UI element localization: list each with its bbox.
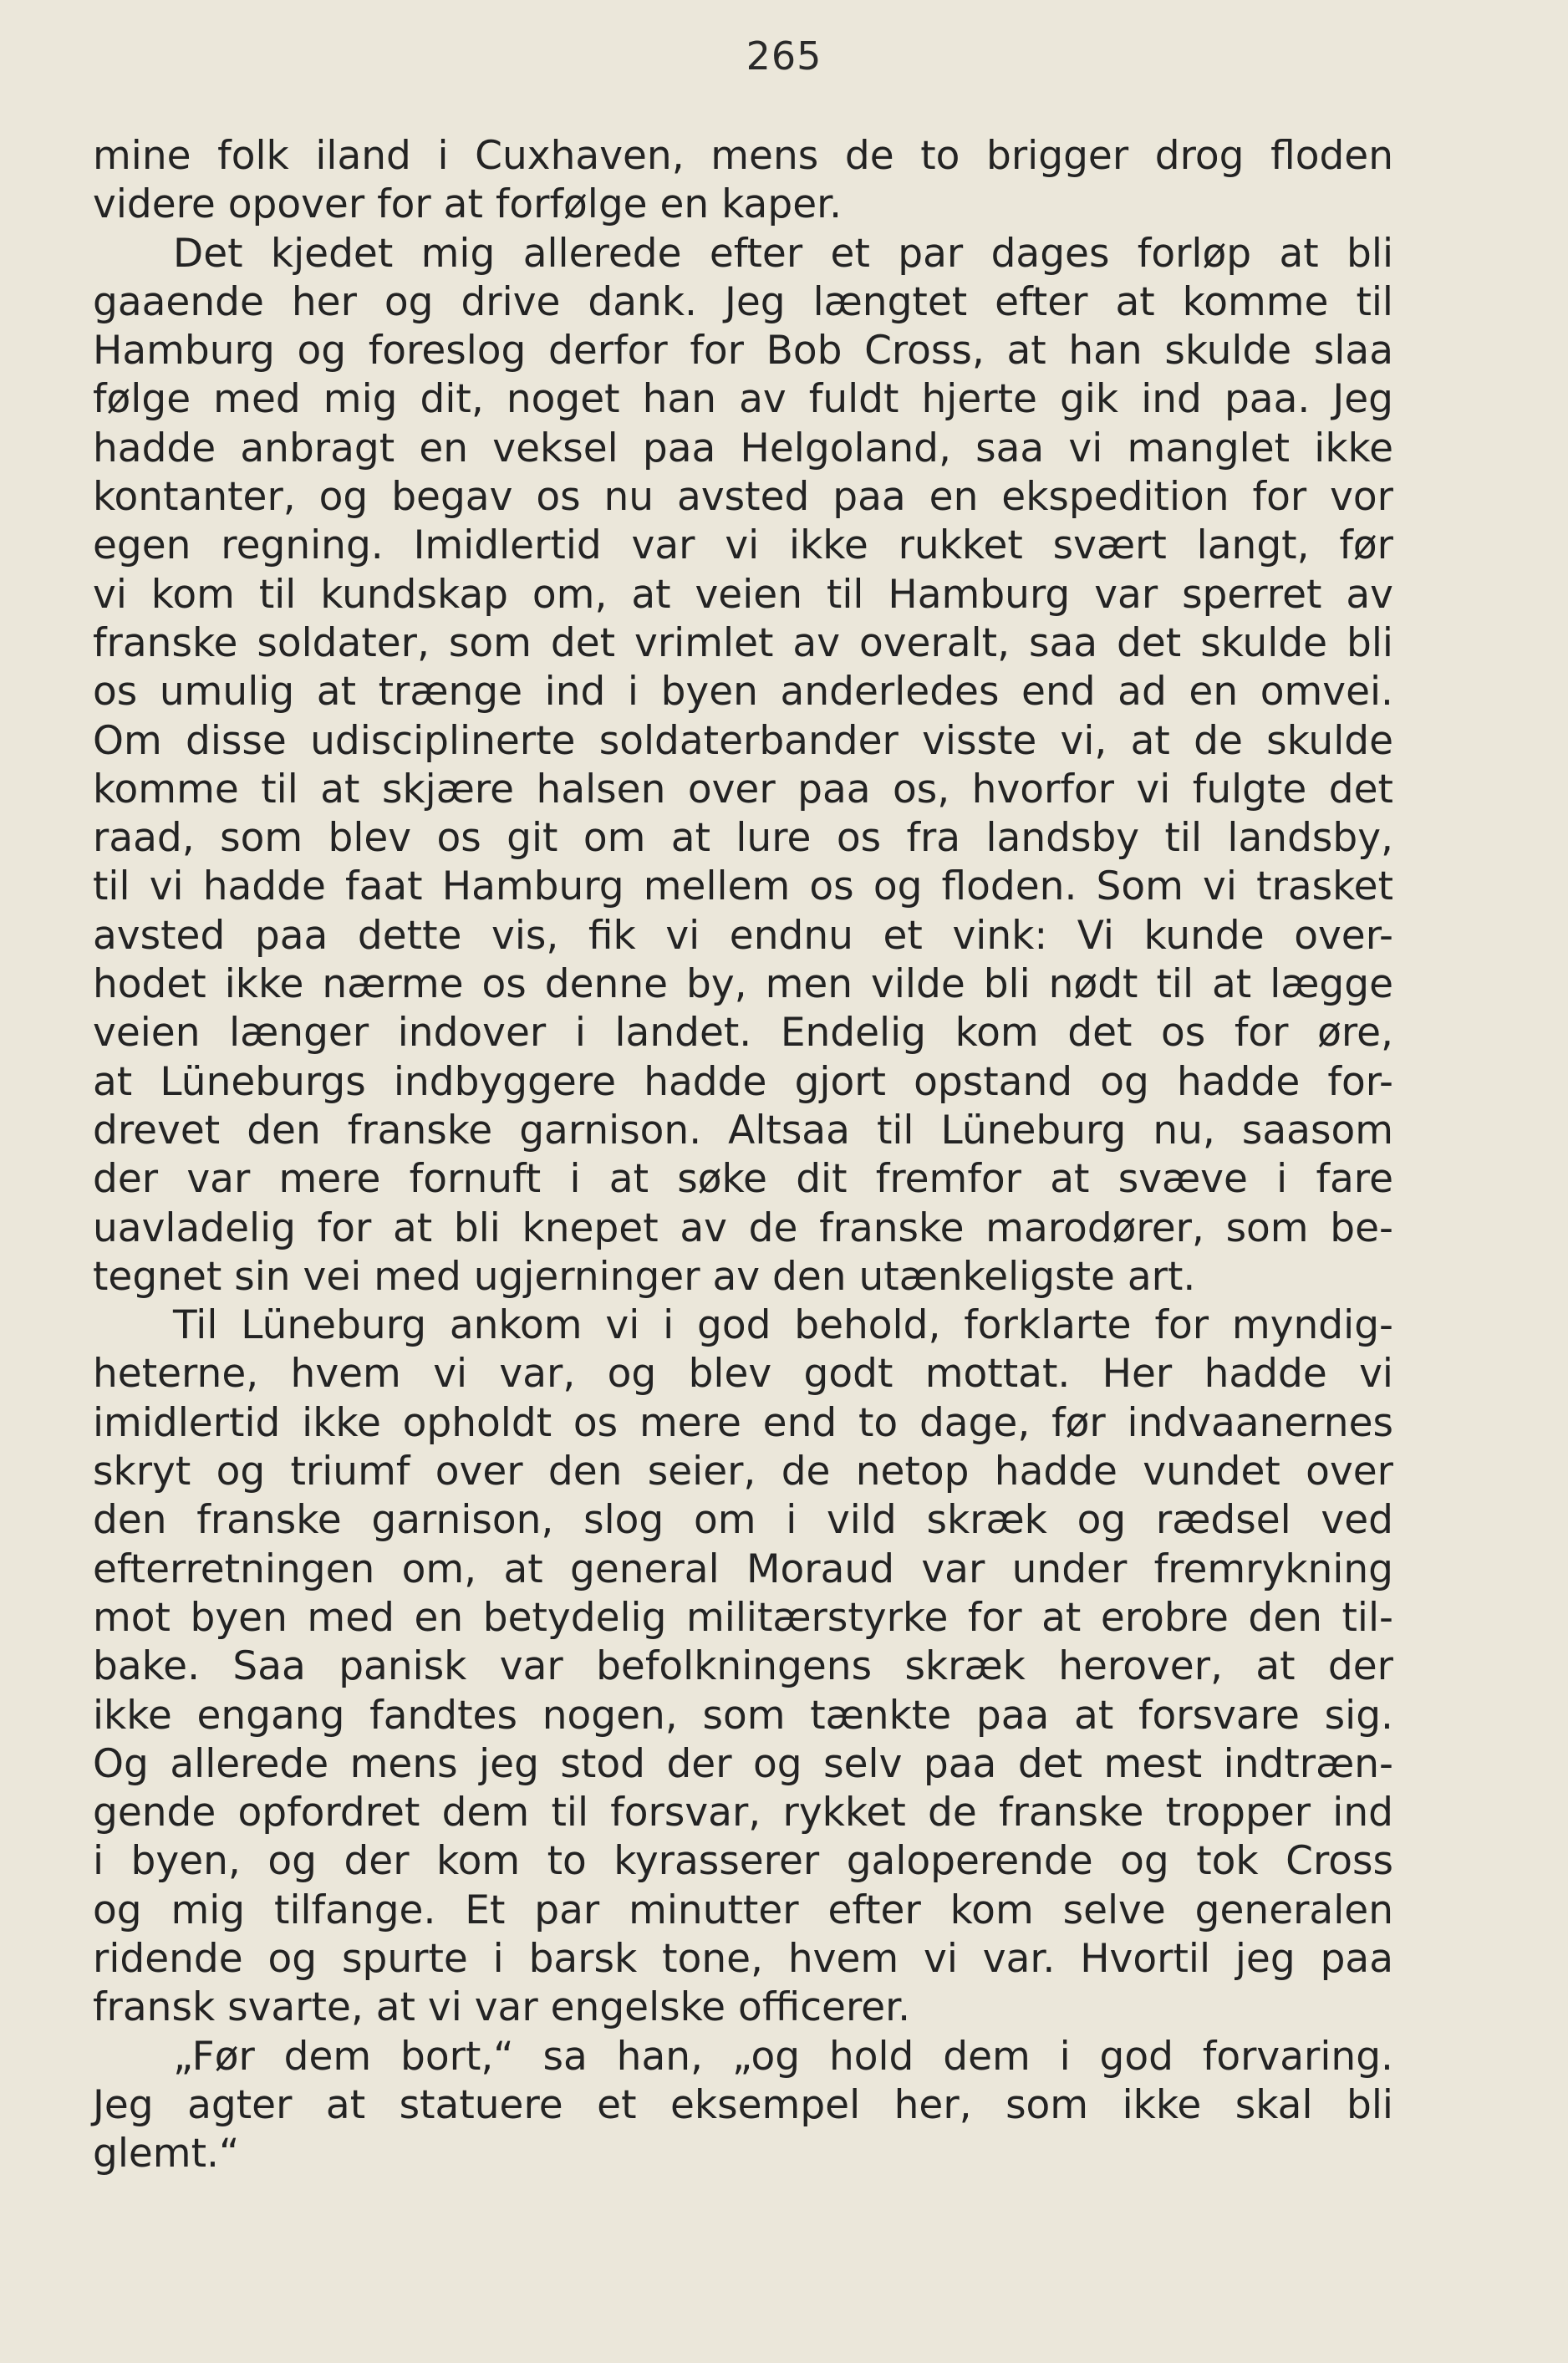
text-line: drevet den franske garnison. Altsaa til Lüneburg nu, saasom — [93, 1107, 1393, 1153]
text-line: Det kjedet mig allerede efter et par dages forløp at bli — [173, 230, 1393, 277]
paragraph — [93, 1301, 1393, 2032]
text-line: heterne, hvem vi var, og blev godt mottat. Her hadde vi — [93, 1351, 1393, 1398]
text-line: Og allerede mens jeg stod der og selv paa det mest indtræn- — [93, 1740, 1393, 1787]
text-line: videre opover for at forfølge en kaper. — [93, 181, 843, 228]
text-line: Om disse udisciplinerte soldaterbander visste vi, at de skulde — [93, 717, 1393, 764]
text-line: franske soldater, som det vrimlet av overalt, saa det skulde bli — [93, 619, 1393, 666]
paragraph — [93, 2033, 1393, 2179]
text-line: veien længer indover i landet. Endelig kom det os for øre, — [93, 1010, 1393, 1057]
text-line: fransk svarte, at vi var engelske officerer. — [93, 1984, 911, 2031]
text-line: der var mere fornuft i at søke dit fremfor at svæve i fare — [93, 1156, 1393, 1203]
text-line: gaaende her og drive dank. Jeg længtet efter at komme til — [93, 278, 1393, 325]
text-line: komme til at skjære halsen over paa os, hvorfor vi fulgte det — [93, 766, 1393, 812]
page-number: 265 — [746, 33, 822, 79]
text-line: efterretningen om, at general Moraud var under fremrykning — [93, 1546, 1393, 1592]
text-line: og mig tilfange. Et par minutter efter kom selve generalen — [93, 1887, 1393, 1933]
text-line: imidlertid ikke opholdt os mere end to dage, før indvaanernes — [93, 1399, 1393, 1446]
text-line: vi kom til kundskap om, at veien til Hamburg var sperret av — [93, 571, 1393, 618]
text-line: os umulig at trænge ind i byen anderledes end ad en omvei. — [93, 669, 1393, 716]
text-line: mot byen med en betydelig militærstyrke for at erobre den til- — [93, 1594, 1393, 1641]
text-line: glemt.“ — [93, 2131, 240, 2177]
text-line: bake. Saa panisk var befolkningens skræk herover, at der — [93, 1643, 1393, 1690]
text-line: følge med mig dit, noget han av fuldt hjerte gik ind paa. Jeg — [93, 376, 1393, 423]
text-line: egen regning. Imidlertid var vi ikke rukket svært langt, før — [93, 522, 1393, 569]
body-text — [93, 132, 1393, 2178]
text-line: mine folk iland i Cuxhaven, mens de to brigger drog floden — [93, 133, 1393, 179]
text-line: i byen, og der kom to kyrasserer galoperende og tok Cross — [93, 1838, 1393, 1885]
text-line: „Før dem bort,“ sa han, „og hold dem i god forvaring. — [173, 2033, 1393, 2080]
text-line: skryt og triumf over den seier, de netop hadde vundet over — [93, 1449, 1393, 1495]
text-line: ridende og spurte i barsk tone, hvem vi var. Hvortil jeg paa — [93, 1935, 1393, 1982]
text-line: gende opfordret dem til forsvar, rykket de franske tropper ind — [93, 1790, 1393, 1836]
text-line: avsted paa dette vis, fik vi endnu et vink: Vi kunde over- — [93, 912, 1393, 959]
text-line: at Lüneburgs indbyggere hadde gjort opstand og hadde for- — [93, 1058, 1393, 1105]
text-line: Jeg agter at statuere et eksempel her, som ikke skal bli — [93, 2081, 1393, 2128]
text-line: kontanter, og begav os nu avsted paa en ekspedition for vor — [93, 474, 1393, 521]
paragraph — [93, 230, 1393, 1302]
text-line: raad, som blev os git om at lure os fra landsby til landsby, — [93, 815, 1393, 862]
text-line: hadde anbragt en veksel paa Helgoland, saa vi manglet ikke — [93, 425, 1393, 471]
text-line: Hamburg og foreslog derfor for Bob Cross, at han skulde slaa — [93, 328, 1393, 374]
text-line: uavladelig for at bli knepet av de franske marodører, som be- — [93, 1204, 1393, 1251]
paragraph — [93, 132, 1393, 230]
text-line: den franske garnison, slog om i vild skræk og rædsel ved — [93, 1497, 1393, 1544]
text-line: ikke engang fandtes nogen, som tænkte paa at forsvare sig. — [93, 1692, 1393, 1739]
text-line: tegnet sin vei med ugjerninger av den utænkeligste art. — [93, 1253, 1196, 1300]
text-line: hodet ikke nærme os denne by, men vilde bli nødt til at lægge — [93, 961, 1393, 1008]
text-line: til vi hadde faat Hamburg mellem os og floden. Som vi trasket — [93, 863, 1393, 910]
text-line: Til Lüneburg ankom vi i god behold, forklarte for myndig- — [173, 1302, 1393, 1349]
